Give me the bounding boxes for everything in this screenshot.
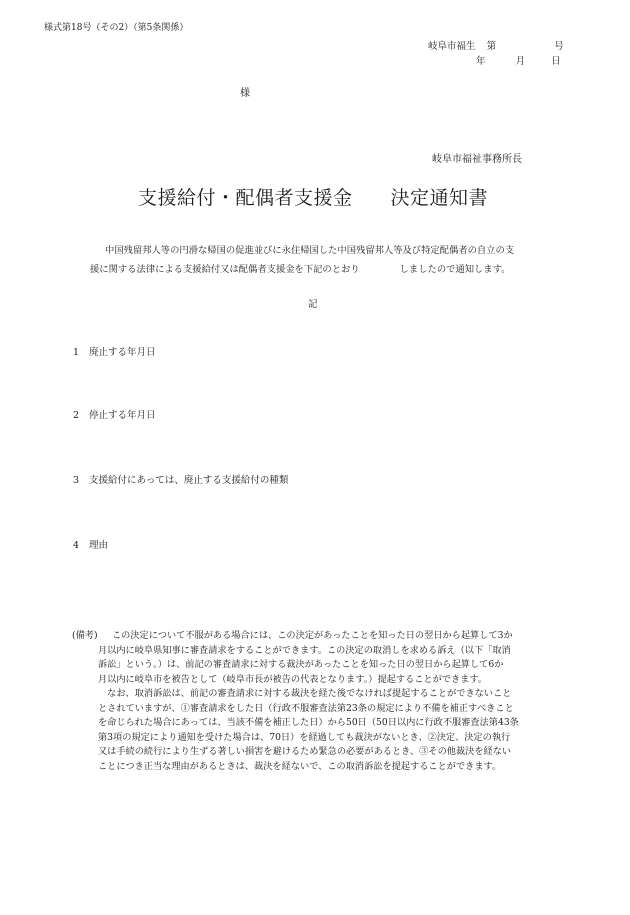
body-line-2 — [90, 260, 510, 279]
doc-number-prefix: 岐阜市福生 — [428, 41, 476, 52]
remarks-line: この決定について不服がある場合には、この決定があったことを知った日の翌日から起算して3か — [112, 630, 513, 641]
remarks-line: とされていますが、①審査請求をした日（行政不服審査法第23条の規定により不備を補正すべきこと — [98, 702, 514, 714]
remarks-line: 訴訟」という。）は、前記の審査請求に対する裁決があったことを知った日の翌日から起算して6か — [98, 659, 504, 670]
remarks-line: 月以内に岐阜市を被告として（岐阜市長が被告の代表となります。）提起することができます。 — [98, 673, 487, 685]
doc-number-go: 号 — [554, 41, 564, 52]
item-reason — [73, 537, 108, 551]
remarks-heading: (備考) — [72, 630, 98, 641]
item-number: 3 — [73, 475, 80, 486]
item-number: 2 — [73, 410, 80, 421]
doc-number-dai: 第 — [486, 41, 497, 52]
ki-marker: 記 — [308, 299, 318, 310]
remarks-line: 月以内に岐阜県知事に審査請求をすることができます。この決定の取消しを求める訴え（以下「取消 — [98, 644, 511, 656]
form-number: 様式第18号（その2）（第5条関係） — [44, 23, 189, 33]
item-number: 4 — [73, 540, 80, 551]
document-number — [428, 38, 564, 52]
date-month: 月 — [515, 56, 526, 67]
remarks-line: ことにつき正当な理由があるときは、裁決を経ないで、この取消訴訟を提起することができます。 — [98, 760, 502, 772]
item-label: 廃止する年月日 — [89, 347, 156, 358]
item-benefit-type — [73, 472, 288, 486]
body-line-1: 中国残留邦人等の円滑な帰国の促進並びに永住帰国した中国残留邦人等及び特定配偶者の自立の支 — [105, 245, 515, 256]
remarks-line: なお、取消訴訟は、前記の審査請求に対する裁決を経た後でなければ提起することができないこと — [98, 688, 512, 699]
issuer: 岐阜市福祉事務所長 — [432, 154, 522, 165]
date-day: 日 — [551, 56, 561, 67]
document-date — [476, 53, 561, 67]
title-part-2: 決定通知書 — [390, 187, 489, 209]
date-year: 年 — [476, 56, 486, 67]
item-abolition-date — [73, 344, 156, 358]
item-number: 1 — [73, 347, 80, 358]
item-suspension-date — [73, 407, 156, 421]
remarks-line: 又は手続の続行により生ずる著しい損害を避けるため緊急の必要があるとき、③その他裁決を経ない — [98, 746, 512, 757]
recipient-suffix: 様 — [240, 88, 250, 99]
item-label: 停止する年月日 — [89, 410, 156, 421]
item-label: 理由 — [89, 540, 109, 551]
item-label: 支援給付にあっては、廃止する支援給付の種類 — [89, 475, 289, 486]
remarks-line: 第3項の規定により通知を受けた場合は、70日）を経過しても裁決がないとき、②決定、決定の執行 — [98, 731, 511, 743]
title-part-1: 支援給付・配偶者支援金 — [138, 187, 353, 209]
document-title — [138, 183, 488, 210]
remarks-line: を命じられた場合にあっては、当該不備を補正した日）から50日（50日以内に行政不服審査法第43条 — [98, 717, 519, 728]
body-line-2-after: しましたので通知します。 — [399, 264, 511, 275]
body-line-2-before: 援に関する法律による支援給付又は配偶者支援金を下記のとおり — [90, 264, 360, 275]
